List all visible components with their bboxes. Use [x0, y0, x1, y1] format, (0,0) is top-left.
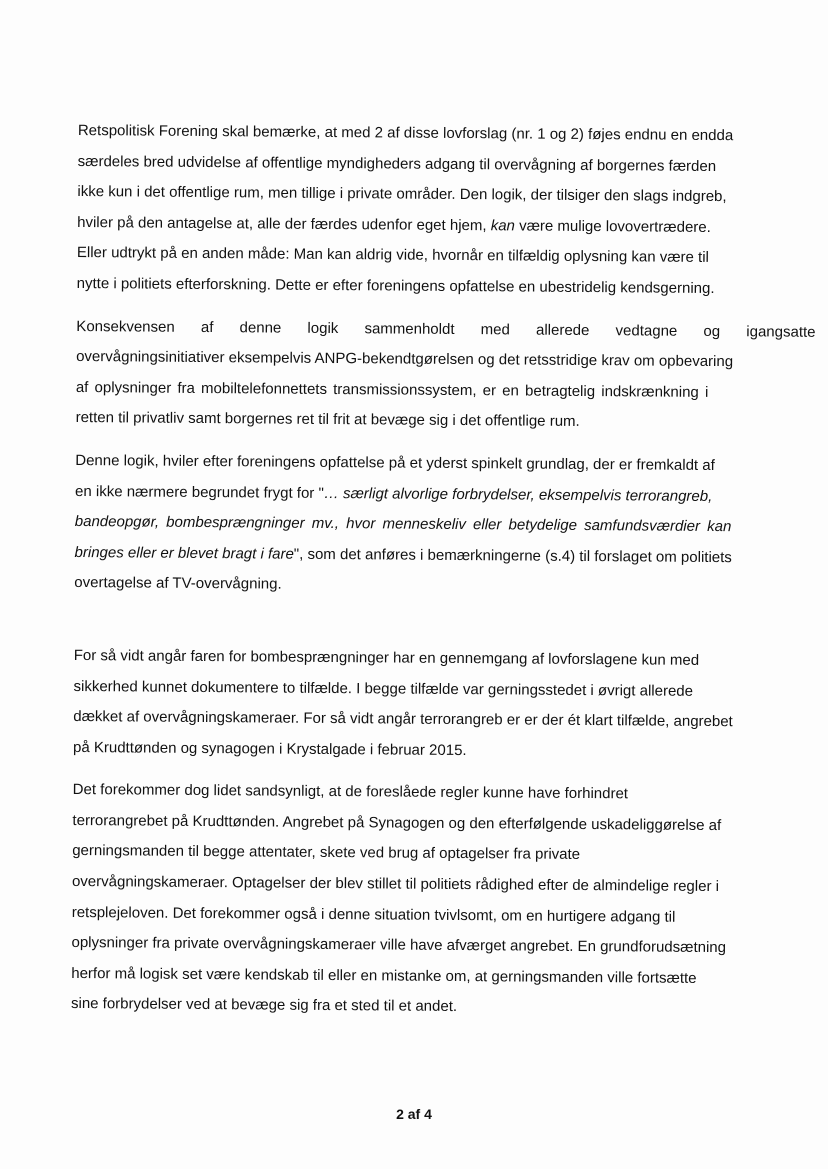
text-line: terrorangrebet på Krudttønden. Angrebet på Synagogen og den efterfølgende uskadeliggørelse af — [72, 811, 722, 834]
text-line: overtagelse af TV-overvågning. — [74, 574, 282, 593]
text-line: på Krudttønden og synagogen i Krystalgade i februar 2015. — [72, 738, 467, 759]
text-line: Eller udtrykt på en anden måde: Man kan aldrig vide, hvornår en tilfældig oplysning kan være til — [76, 244, 709, 267]
text-line: af oplysninger fra mobiltelefonnettets transmissionssystem, er en betragtelig indskrænkning i — [75, 378, 709, 401]
text-line: Denne logik, hviler efter foreningens opfattelse på et yderst spinkelt grundlag, der er fremkaldt af — [75, 451, 715, 474]
text-line: en ikke nærmere begrundet frygt for "… særligt alvorlige forbrydelser, eksempelvis terrorangreb, — [74, 482, 713, 505]
text-line: oplysninger fra private overvågningskameraer ville have afværget angrebet. En grundforudsætning — [71, 934, 727, 957]
text-line: overvågningsinitiativer eksempelvis ANPG-bekendtgørelsen og det retsstridige krav om opbevaring — [76, 348, 734, 371]
text-line: retten til privatliv samt borgernes ret til frit at bevæge sig i det offentlige rum. — [75, 409, 580, 431]
paragraph-1 — [77, 116, 754, 305]
text-line: bandeopgør, bombesprængninger mv., hvor menneskeliv eller betydelige samfundsværdier kan — [74, 513, 732, 536]
text-line: ikke kun i det offentlige rum, men tillige i private områder. Den logik, der tilsiger den slags indgreb, — [77, 183, 727, 206]
text-line: hviler på den antagelse at, alle der færdes udenfor eget hjem, kan være mulige lovovertrædere. — [77, 213, 711, 236]
text-line: dækket af overvågningskameraer. For så vidt angår terrorangreb er er der ét klart tilfælde, angrebet — [73, 708, 733, 731]
text-line: gerningsmanden til begge attentater, skete ved brug af optagelser fra private — [72, 842, 581, 864]
paragraph-2 — [75, 312, 816, 440]
text-line: sine forbrydelser ved at bevæge sig fra et sted til et andet. — [70, 995, 458, 1016]
paragraph-4 — [73, 641, 750, 769]
text-line: sikkerhed kunnet dokumentere to tilfælde. I begge tilfælde var gerningsstedet i øvrigt allerede — [73, 677, 694, 700]
text-line: bringes eller er blevet bragt i fare", som det anføres i bemærkningerne (s.4) til forslaget om politiets — [74, 543, 732, 566]
page-number: 2 af 4 — [396, 1106, 432, 1122]
text-line: retsplejeloven. Det forekommer også i denne situation tvivlsomt, om en hurtigere adgang til — [71, 903, 676, 926]
text-line: Konsekvensen af denne logik sammenholdt med allerede vedtagne og igangsatte — [76, 317, 816, 341]
paragraph-3 — [74, 446, 751, 604]
text-line: nytte i politiets efterforskning. Dette er efter foreningens opfattelse en ubestridelig kendsgerning. — [76, 274, 715, 297]
text-line: For så vidt angår faren for bombesprængninger har en gennemgang af lovforslagene kun med — [73, 646, 700, 669]
text-line: overvågningskameraer. Optagelser der blev stillet til politiets rådighed efter de almindelige regler i — [71, 873, 720, 896]
page-number-footer — [0, 1106, 828, 1122]
document-body — [70, 116, 816, 1025]
text-line: særdeles bred udvidelse af offentlige myndigheders adgang til overvågning af borgernes færden — [77, 152, 717, 175]
text-line: Det forekommer dog lidet sandsynligt, at de foreslåede regler kunne have forhindret — [72, 781, 629, 803]
text-line: herfor må logisk set være kendskab til eller en mistanke om, at gerningsmanden ville fortsætte — [71, 964, 697, 987]
text-line: Retspolitisk Forening skal bemærke, at med 2 af disse lovforslag (nr. 1 og 2) føjes endnu en endda — [77, 121, 734, 145]
paragraph-5 — [71, 775, 749, 1025]
